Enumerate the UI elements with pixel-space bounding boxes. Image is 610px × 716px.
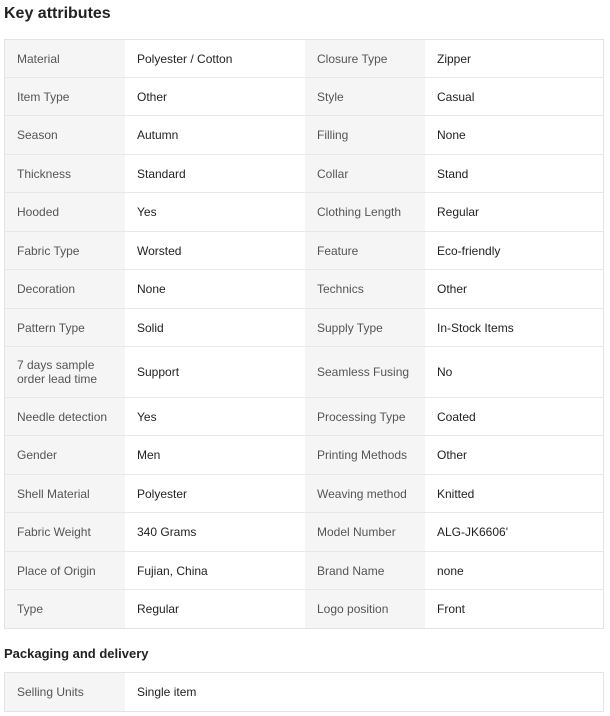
- packaging-row: [5, 673, 603, 711]
- attribute-value: Yes: [125, 193, 305, 231]
- attribute-value: Regular: [125, 590, 305, 628]
- attribute-label: Style: [305, 78, 425, 115]
- packaging-title: Packaging and delivery: [4, 646, 149, 661]
- attribute-value: Knitted: [425, 475, 603, 512]
- attribute-row: [5, 513, 603, 552]
- attribute-value: Solid: [125, 309, 305, 346]
- attribute-label: Processing Type: [305, 398, 425, 435]
- attribute-value: Stand: [425, 155, 603, 192]
- attribute-label: Place of Origin: [5, 552, 125, 589]
- attribute-label: Clothing Length: [305, 193, 425, 231]
- attribute-label: Brand Name: [305, 552, 425, 589]
- attribute-value: None: [425, 116, 603, 154]
- attribute-value: Support: [125, 347, 305, 397]
- attribute-label: Item Type: [5, 78, 125, 115]
- attribute-value: Zipper: [425, 40, 603, 77]
- attribute-row: [5, 590, 603, 628]
- attribute-label: Feature: [305, 232, 425, 269]
- attribute-value: Casual: [425, 78, 603, 115]
- attribute-label: Logo position: [305, 590, 425, 628]
- packaging-table: [4, 672, 604, 712]
- attribute-label: Thickness: [5, 155, 125, 192]
- attribute-value: Yes: [125, 398, 305, 435]
- key-attributes-title: Key attributes: [4, 5, 111, 22]
- attribute-label: Weaving method: [305, 475, 425, 512]
- attribute-label: Printing Methods: [305, 436, 425, 474]
- attribute-value: Eco-friendly: [425, 232, 603, 269]
- attribute-label: Fabric Type: [5, 232, 125, 269]
- attribute-label: Needle detection: [5, 398, 125, 435]
- attribute-value: Fujian, China: [125, 552, 305, 589]
- attribute-label: Season: [5, 116, 125, 154]
- attribute-value: Polyester / Cotton: [125, 40, 305, 77]
- attribute-value: 340 Grams: [125, 513, 305, 551]
- attribute-value: ALG-JK6606': [425, 513, 603, 551]
- attribute-value: Coated: [425, 398, 603, 435]
- attribute-label: Decoration: [5, 270, 125, 308]
- attribute-label: Filling: [305, 116, 425, 154]
- attribute-value: Other: [425, 436, 603, 474]
- packaging-value: Single item: [125, 673, 603, 711]
- attribute-label: Type: [5, 590, 125, 628]
- attribute-label: Hooded: [5, 193, 125, 231]
- attribute-value: Other: [425, 270, 603, 308]
- attribute-value: In-Stock Items: [425, 309, 603, 346]
- attribute-row: [5, 155, 603, 193]
- attribute-label: Fabric Weight: [5, 513, 125, 551]
- attribute-value: None: [125, 270, 305, 308]
- attribute-label: Seamless Fusing: [305, 347, 425, 397]
- attribute-label: Supply Type: [305, 309, 425, 346]
- attribute-label: Model Number: [305, 513, 425, 551]
- attribute-row: [5, 436, 603, 475]
- attribute-label: Shell Material: [5, 475, 125, 512]
- attribute-value: Autumn: [125, 116, 305, 154]
- attribute-value: Worsted: [125, 232, 305, 269]
- attribute-value: Standard: [125, 155, 305, 192]
- attribute-value: Polyester: [125, 475, 305, 512]
- attribute-label: Gender: [5, 436, 125, 474]
- attribute-row: [5, 232, 603, 270]
- attribute-row: [5, 40, 603, 78]
- key-attributes-table: [4, 39, 604, 629]
- attribute-row: [5, 116, 603, 155]
- attribute-row: [5, 78, 603, 116]
- attribute-value: No: [425, 347, 603, 397]
- packaging-label: Selling Units: [5, 673, 125, 711]
- attribute-value: Front: [425, 590, 603, 628]
- attribute-row: [5, 193, 603, 232]
- attribute-row: [5, 347, 603, 398]
- attribute-row: [5, 309, 603, 347]
- attribute-label: Pattern Type: [5, 309, 125, 346]
- attribute-value: Men: [125, 436, 305, 474]
- attribute-row: [5, 475, 603, 513]
- attribute-label: 7 days sample order lead time: [5, 347, 125, 397]
- attribute-row: [5, 552, 603, 590]
- attribute-value: none: [425, 552, 603, 589]
- attribute-row: [5, 270, 603, 309]
- attribute-label: Technics: [305, 270, 425, 308]
- attribute-row: [5, 398, 603, 436]
- attribute-label: Closure Type: [305, 40, 425, 77]
- attribute-value: Other: [125, 78, 305, 115]
- attribute-value: Regular: [425, 193, 603, 231]
- attribute-label: Material: [5, 40, 125, 77]
- attribute-label: Collar: [305, 155, 425, 192]
